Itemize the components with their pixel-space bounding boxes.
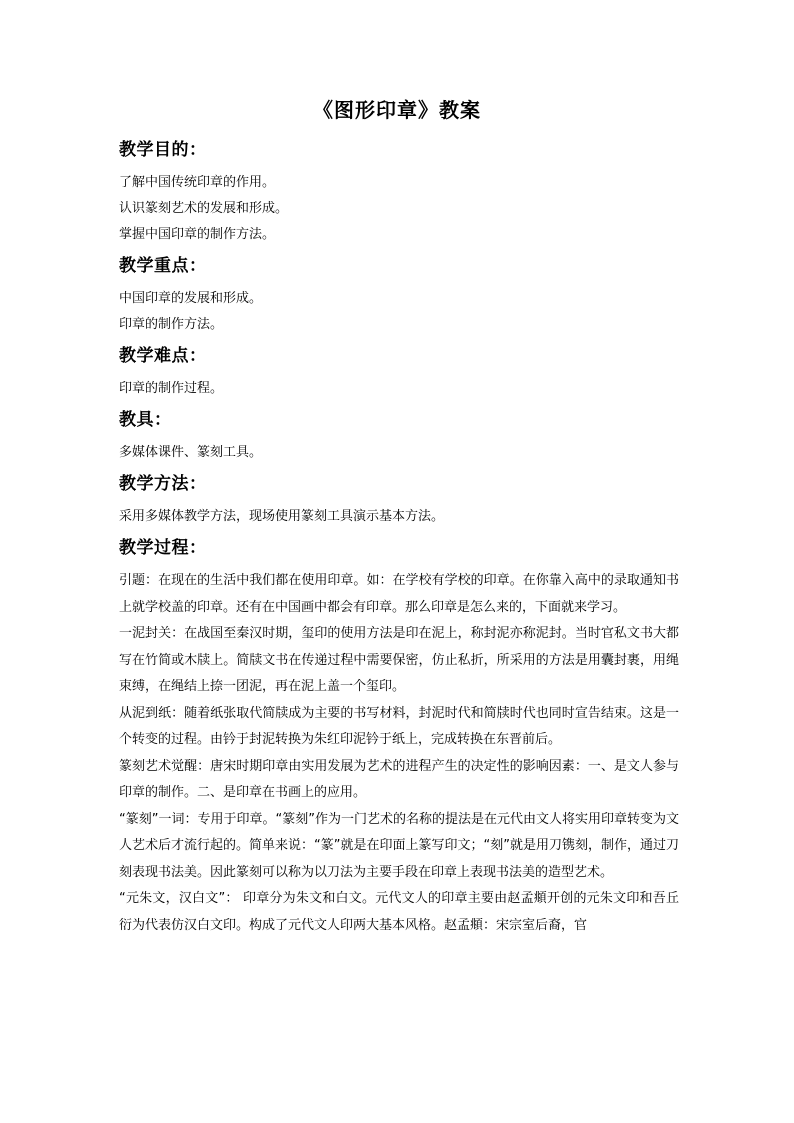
section-methods [119, 472, 679, 530]
document-body [119, 138, 679, 945]
section-teaching-aids [119, 408, 679, 466]
list-item: 印章的制作方法。 [119, 317, 224, 332]
list-item: 认识篆刻艺术的发展和形成。 [119, 201, 289, 216]
paragraph-intro: 引题：在现在的生活中我们都在使用印章。如：在学校有学校的印章。在你靠入高中的录取通知书上就学校盖的印章。还有在中国画中都会有印章。那么印章是怎么来的，下面就来学习。 [119, 573, 679, 615]
section-heading: 教学目的： [119, 140, 207, 160]
paragraph-zhuanke-term: “篆刻”一词：专用于印章。“篆刻”作为一门艺术的名称的提法是在元代由文人将实用印章转变为文人艺术后才流行起的。简单来说：“篆”就是在印面上篆写印文；“刻”就是用刀镌刻，制作，通过刀刻表现书法美。因此篆刻可以称为以刀法为主要手段在印章上表现书法美的造型艺术。 [119, 811, 679, 880]
list-item: 印章的制作过程。 [119, 381, 224, 396]
section-difficulties [119, 344, 679, 402]
list-item: 掌握中国印章的制作方法。 [119, 227, 276, 242]
section-objectives [119, 138, 679, 248]
section-heading: 教具： [119, 410, 172, 430]
paragraph-clay-seal: 一泥封关：在战国至秦汉时期，玺印的使用方法是印在泥上，称封泥亦称泥封。当时官私文书大都写在竹简或木牍上。简牍文书在传递过程中需要保密，仿止私折，所采用的方法是用囊封裹，用绳束缚，在绳结上捺一团泥，再在泥上盖一个玺印。 [119, 626, 679, 694]
section-heading: 教学过程： [119, 538, 207, 558]
paragraph-seal-art-awakening: 篆刻艺术觉醒：唐宋时期印章由实用发展为艺术的进程产生的决定性的影响因素：一、是文人参与印章的制作。二、是印章在书画上的应用。 [119, 758, 679, 800]
page-title: 《图形印章》教案 [313, 98, 481, 122]
section-key-points [119, 254, 679, 338]
paragraph-clay-to-paper: 从泥到纸：随着纸张取代简牍成为主要的书写材料，封泥时代和简牍时代也同时宣告结束。这是一个转变的过程。由钤于封泥转换为朱红印泥钤于纸上，完成转换在东晋前后。 [119, 705, 679, 747]
list-item: 了解中国传统印章的作用。 [119, 175, 276, 190]
paragraph-yuan-zhu-han-bai: “元朱文，汉白文”： 印章分为朱文和白文。元代文人的印章主要由赵孟頫开创的元朱文印和吾丘衍为代表仿汉白文印。构成了元代文人印两大基本风格。赵孟頫：宋宗室后裔，官 [119, 891, 679, 933]
section-heading: 教学方法： [119, 474, 207, 494]
list-item: 中国印章的发展和形成。 [119, 291, 263, 306]
section-heading: 教学难点： [119, 346, 207, 366]
section-heading: 教学重点： [119, 256, 207, 276]
list-item: 多媒体课件、篆刻工具。 [119, 445, 263, 460]
section-process [119, 536, 679, 939]
list-item: 采用多媒体教学方法，现场使用篆刻工具演示基本方法。 [119, 509, 445, 524]
